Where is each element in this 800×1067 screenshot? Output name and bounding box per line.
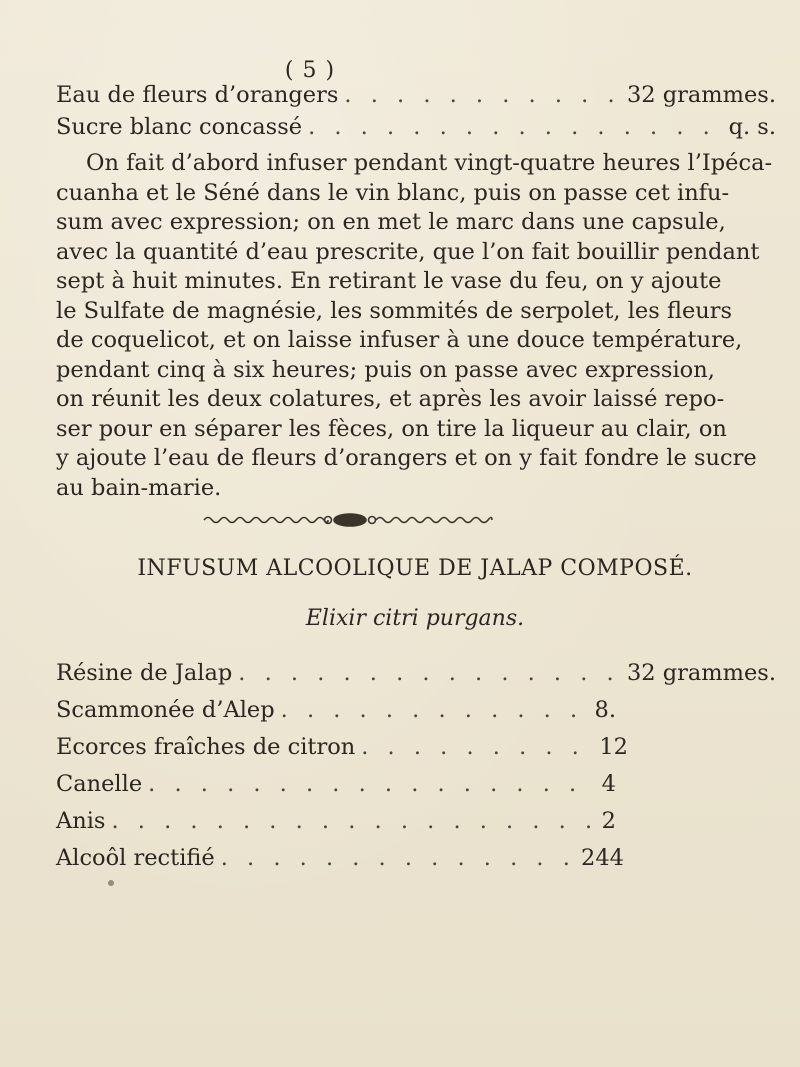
section-subtitle: Elixir citri purgans. <box>305 606 525 631</box>
dot-leader <box>238 660 621 686</box>
ingredient-name: Canelle <box>56 771 143 797</box>
dot-leader <box>221 845 575 871</box>
paragraph-line: le Sulfate de magnésie, les sommités de serpolet, les fleurs <box>56 298 733 324</box>
ingredient-row <box>56 114 776 140</box>
paragraph-line: on réunit les deux colatures, et après les avoir laissé repo- <box>56 386 725 412</box>
ingredient-quantity: 244 <box>581 845 624 871</box>
ingredient-name: Eau de fleurs d’orangers <box>56 82 339 108</box>
dot-leader <box>111 808 595 834</box>
ingredient-name: Sucre blanc concassé <box>56 114 303 140</box>
paragraph-line: sept à huit minutes. En retirant le vase du feu, on y ajoute <box>56 268 722 294</box>
ingredient-name: Résine de Jalap <box>56 660 233 686</box>
ingredient-name: Ecorces fraîches de citron <box>56 734 356 760</box>
ingredient-row <box>56 82 776 108</box>
ingredient-row <box>56 808 616 834</box>
page-number: ( 5 ) <box>284 58 336 83</box>
ingredient-quantity: 32 grammes. <box>626 82 776 108</box>
dot-leader <box>148 771 596 797</box>
ingredient-quantity: q. s. <box>728 114 776 140</box>
ingredient-quantity: 4 <box>601 771 616 797</box>
ink-spot <box>108 880 114 886</box>
ingredient-quantity: 12 <box>599 734 628 760</box>
paragraph-line: pendant cinq à six heures; puis on passe avec expression, <box>56 357 715 383</box>
ingredient-row <box>56 660 776 686</box>
ingredient-row <box>56 771 616 797</box>
ingredient-quantity: 8. <box>594 697 616 723</box>
ingredient-name: Scammonée d’Alep <box>56 697 275 723</box>
paragraph-line: avec la quantité d’eau prescrite, que l’on fait bouillir pendant <box>56 239 760 265</box>
ornament-divider-icon <box>200 508 500 532</box>
dot-leader <box>281 697 589 723</box>
ingredient-row <box>56 734 628 760</box>
dot-leader <box>344 82 621 108</box>
paragraph-line: On fait d’abord infuser pendant vingt-quatre heures l’Ipéca- <box>86 150 773 176</box>
dot-leader <box>308 114 723 140</box>
ingredient-quantity: 2 <box>601 808 616 834</box>
ingredient-row <box>56 697 616 723</box>
ingredient-row <box>56 845 624 871</box>
ingredient-name: Anis <box>56 808 106 834</box>
paragraph-line: de coquelicot, et on laisse infuser à une douce température, <box>56 327 743 353</box>
paragraph-line: au bain-marie. <box>56 475 222 501</box>
paragraph-line: cuanha et le Séné dans le vin blanc, puis on passe cet infu- <box>56 180 730 206</box>
dot-leader <box>361 734 593 760</box>
paragraph-line: sum avec expression; on en met le marc dans une capsule, <box>56 209 726 235</box>
ingredient-quantity: 32 grammes. <box>626 660 776 686</box>
paragraph-line: ser pour en séparer les fèces, on tire la liqueur au clair, on <box>56 416 727 442</box>
section-title: INFUSUM ALCOOLIQUE DE JALAP COMPOSÉ. <box>137 556 693 581</box>
paragraph-line: y ajoute l’eau de fleurs d’orangers et on y fait fondre le sucre <box>56 445 757 471</box>
ingredient-name: Alcoôl rectifié <box>56 845 215 871</box>
